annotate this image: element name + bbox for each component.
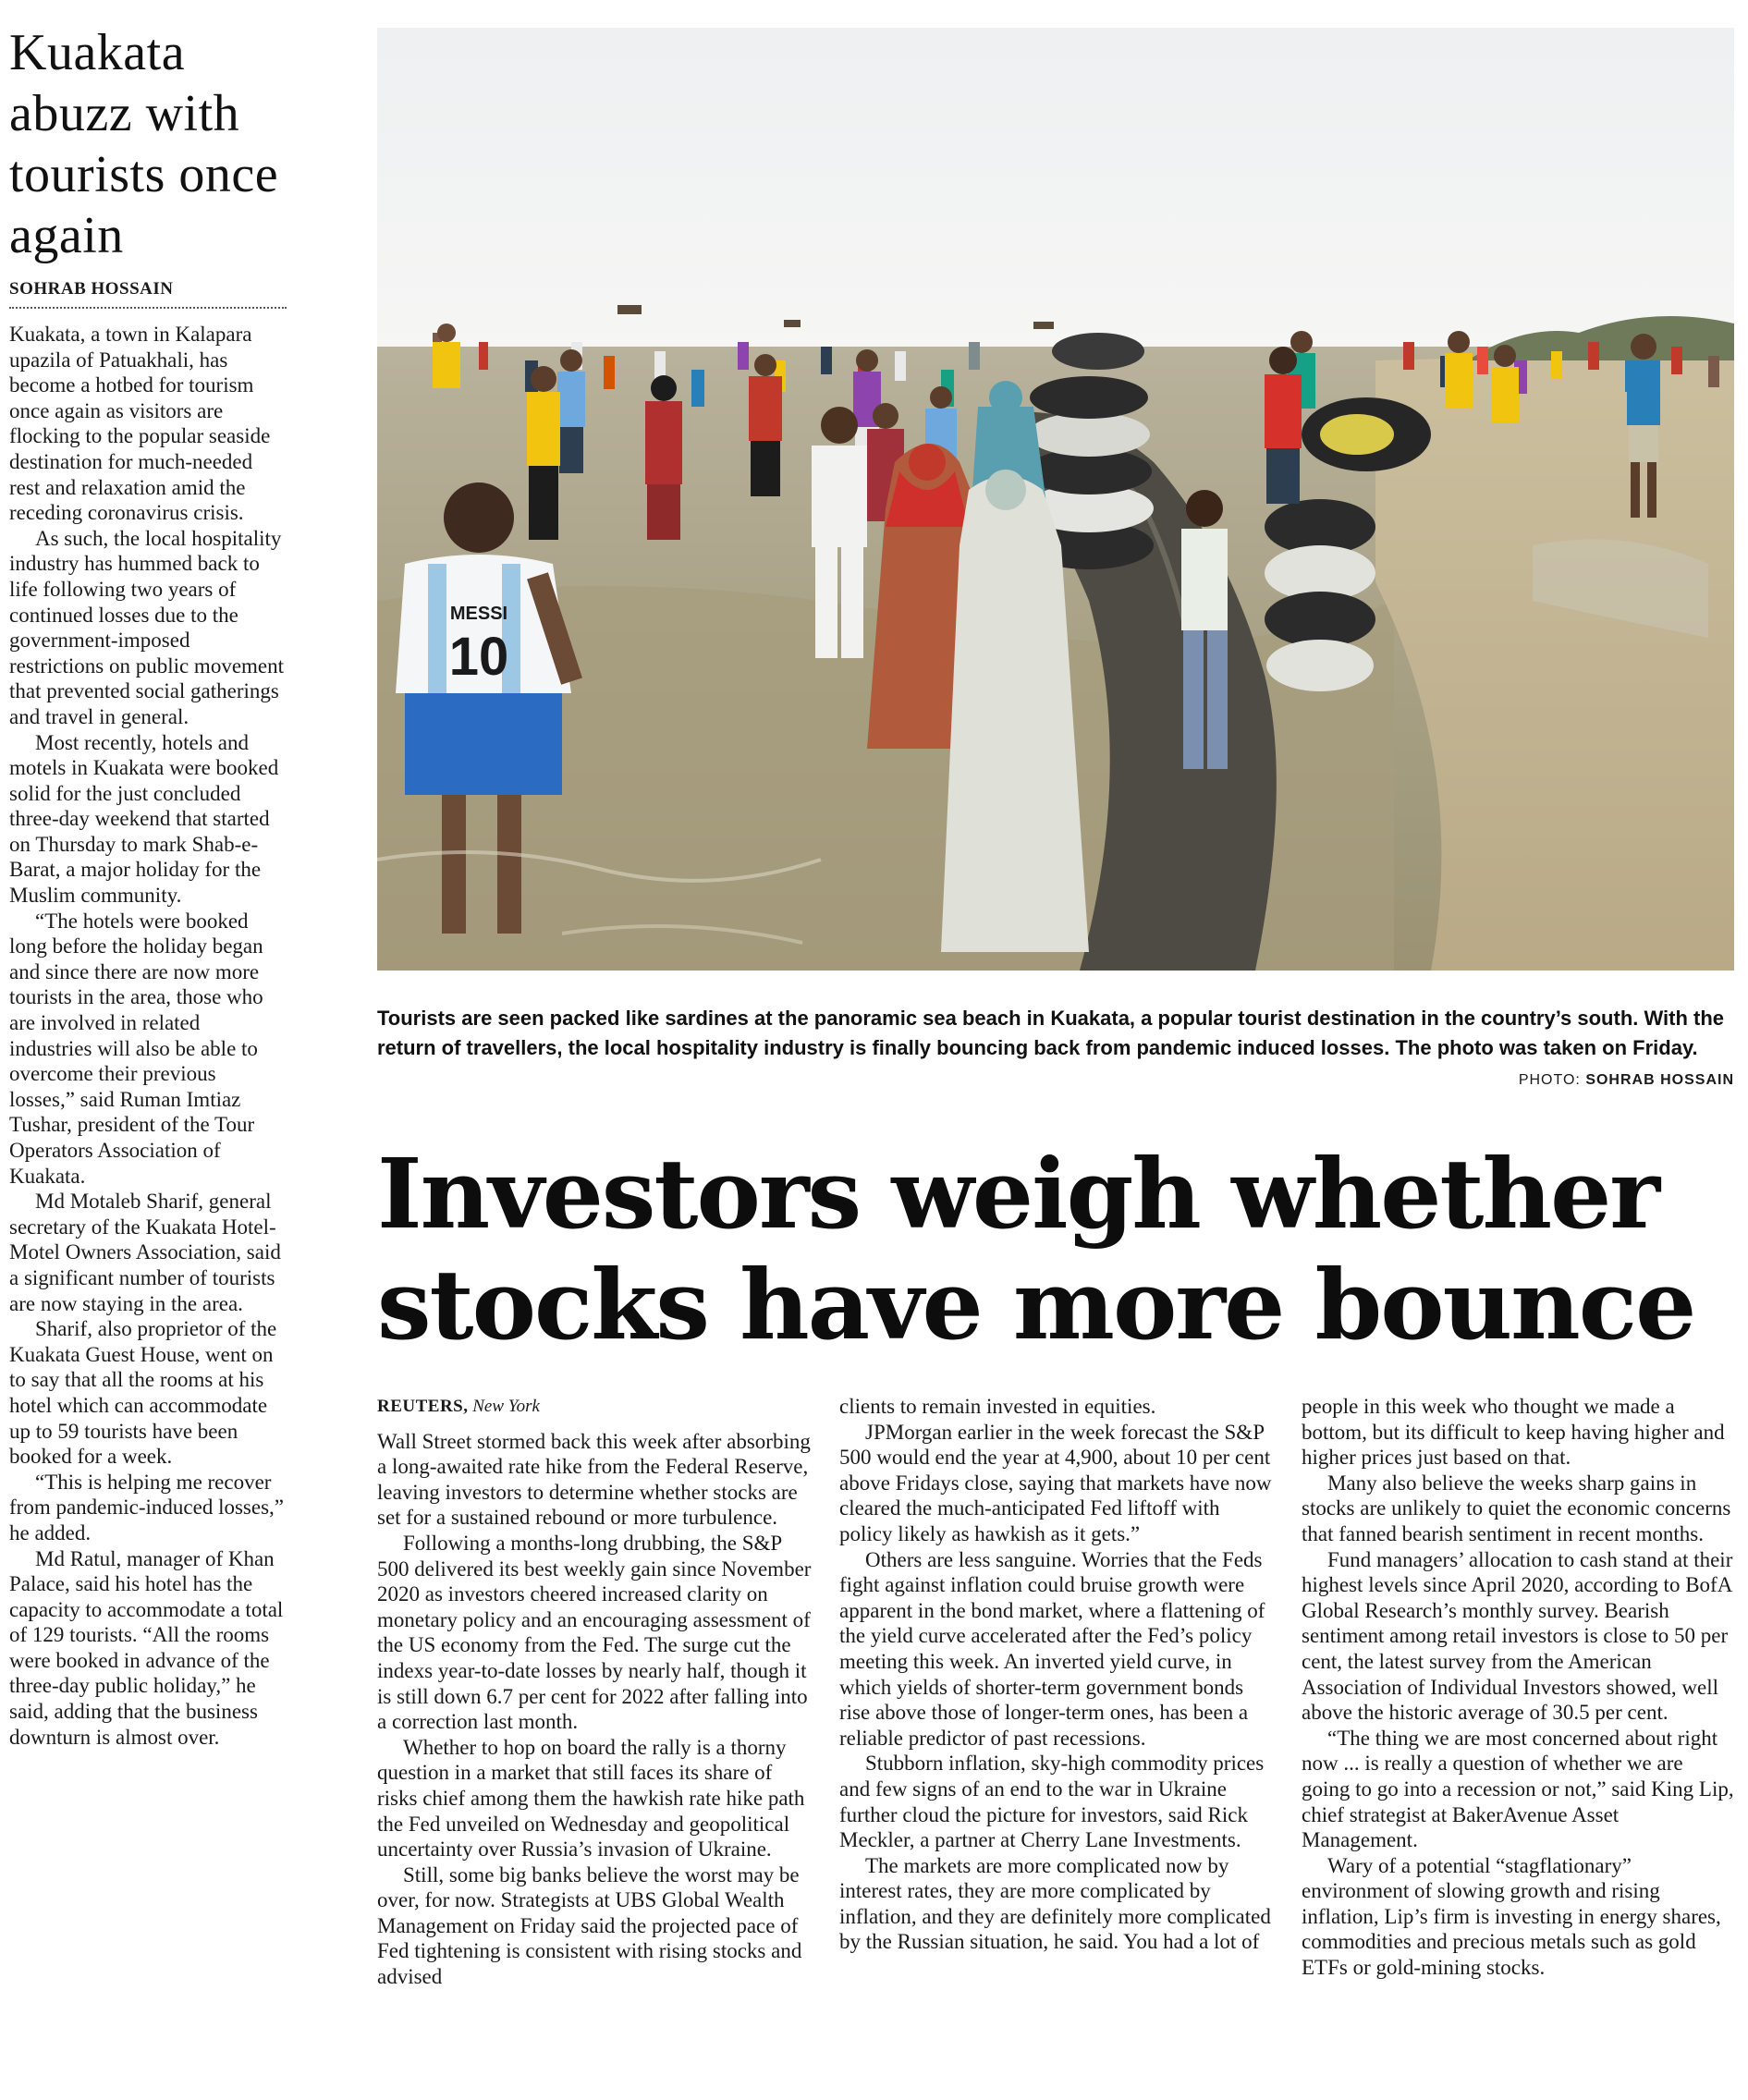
paragraph: JPMorgan earlier in the week forecast the S&P 500 would end the year at 4,900, about 10 per cent above Fridays close, saying that markets have now cleared the much-anticipated Fed liftoff with policy likely as hawkish as it gets.” [839, 1420, 1272, 1545]
paragraph: Kuakata, a town in Kalapara upazila of Patuakhali, has become a hotbed for tourism once again as visitors are flocking to the popular seaside destination for much-needed rest and relaxation amid the receding coronavirus crisis. [9, 323, 271, 525]
photo-caption: Tourists are seen packed like sardines at the panoramic sea beach in Kuakata, a popular tourist destination in the country’s south. With the return of travellers, the local hospitality industry is finally bouncing back from pandemic induced losses. The photo was taken on Friday. [377, 1007, 1725, 1059]
paragraph: Fund managers’ allocation to cash stand at their highest levels since April 2020, according to BofA Global Research’s monthly survey. Bearish sentiment among retail investors is close to 50 per cent, the latest survey from the American Association of Individual Investors showed, well above the historic average of 30.5 per cent. [1302, 1547, 1733, 1725]
beach-scene-illustration [377, 28, 1734, 971]
main-headline: Investors weigh whether stocks have more bounce [377, 1137, 1695, 1361]
shirt-number: 10 [448, 627, 509, 687]
dateline-source: REUTERS, [377, 1397, 469, 1416]
left-story-body [9, 322, 287, 1750]
left-story [9, 22, 287, 2093]
paragraph: Others are less sanguine. Worries that the Feds fight against inflation could bruise growth were apparent in the bond market, where a flattening of the yield curve accelerated after the Fed’s policy meeting this week. An inverted yield curve, in which yields of shorter-term government bonds rise above those of longer-term ones, has been a reliable predictor of past recessions. [839, 1547, 1265, 1750]
paragraph: Md Ratul, manager of Khan Palace, said his hotel has the capacity to accommodate a total of 129 tourists. “All the rooms were booked in advance of the three-day public holiday,” he said, adding that the business downturn is almost over. [9, 1546, 284, 1749]
paragraph: Many also believe the weeks sharp gains in stocks are unlikely to quiet the economic concerns that fanned bearish sentiment in recent months. [1302, 1471, 1731, 1545]
photo-credit [1519, 1072, 1734, 1089]
paragraph: “The thing we are most concerned about right now ... is really a question of whether we are going to go into a recession or not,” said King Lip, chief strategist at BakerAvenue Asset Management. [1302, 1726, 1734, 1852]
main-story-body [377, 1394, 1736, 2096]
paragraph: “This is helping me recover from pandemic-induced losses,” he added. [9, 1470, 284, 1544]
paragraph: Following a months-long drubbing, the S&P 500 delivered its best weekly gain since November 2020 as investors cheered increased clarity on monetary policy and an encouraging assessment of the US economy from the Fed. The surge cut the indexs year-to-date losses by nearly half, though it is still down 6.7 per cent for 2022 after falling into a correction last month. [377, 1531, 812, 1734]
photo-credit-name: SOHRAB HOSSAIN [1585, 1072, 1734, 1088]
paragraph: Sharif, also proprietor of the Kuakata Guest House, went on to say that all the rooms at his hotel which can accommodate up to 59 tourists have been booked for a week. [9, 1317, 277, 1469]
paragraph: Whether to hop on board the rally is a thorny question in a market that still faces its share of risks chief among them the hawkish rate hike path the Fed unveiled on Wednesday and geopolitical uncertainty over Russia’s invasion of Ukraine. [377, 1735, 805, 1862]
photo-credit-label: PHOTO: [1518, 1072, 1581, 1088]
paragraph: “The hotels were booked long before the holiday began and since there are now more tourists in the area, those who are involved in related industries will also be able to overcome their previous losses,” said Ruman Imtiaz Tushar, president of the Tour Operators Association of Kuakata. [9, 909, 263, 1188]
column-3 [1302, 1394, 1736, 2096]
column-1 [377, 1394, 812, 2096]
paragraph: Wary of a potential “stagflationary” environment of slowing growth and rising inflation, Lip’s firm is investing in energy shares, commodities and precious metals such as gold ETFs or gold-mining stocks. [1302, 1853, 1721, 1980]
paragraph: people in this week who thought we made a bottom, but its difficult to keep having higher and higher prices just based on that. [1302, 1395, 1725, 1470]
paragraph: Most recently, hotels and motels in Kuakata were booked solid for the just concluded three-day weekend that started on Thursday to mark Shab-e-Barat, a major holiday for the Muslim community. [9, 730, 279, 908]
paragraph: Stubborn inflation, sky-high commodity prices and few signs of an end to the war in Ukraine further cloud the picture for investors, said Rick Meckler, a partner at Cherry Lane Investments. [839, 1752, 1265, 1852]
paragraph: clients to remain invested in equities. [839, 1395, 1156, 1418]
paragraph: Still, some big banks believe the worst may be over, for now. Strategists at UBS Global Wealth Management on Friday said the projected pace of Fed tightening is consistent with rising stocks and advised [377, 1862, 802, 1989]
dateline [377, 1394, 812, 1420]
paragraph: The markets are more complicated now by interest rates, they are more complicated by inflation, and they are definitely more complicated by the Russian situation, he said. You had a lot of [839, 1853, 1271, 1954]
paragraph: As such, the local hospitality industry has hummed back to life following two years of continued losses due to the government-imposed restrictions on public movement that prevented social gatherings and travel in general. [9, 526, 285, 728]
left-story-title: Kuakata abuzz with tourists once again [9, 24, 279, 264]
column-2 [839, 1394, 1274, 2096]
shirt-name: MESSI [449, 604, 508, 624]
dateline-location: New York [472, 1397, 540, 1416]
beach-photo [377, 28, 1734, 971]
paragraph: Md Motaleb Sharif, general secretary of the Kuakata Hotel-Motel Owners Association, said a significant number of tourists are now staying in the area. [9, 1190, 281, 1315]
left-story-byline: SOHRAB HOSSAIN [9, 279, 287, 309]
paragraph: Wall Street stormed back this week after absorbing a long-awaited rate hike from the Federal Reserve, leaving investors to determine whether stocks are set for a sustained rebound or more turbulence. [377, 1429, 811, 1530]
